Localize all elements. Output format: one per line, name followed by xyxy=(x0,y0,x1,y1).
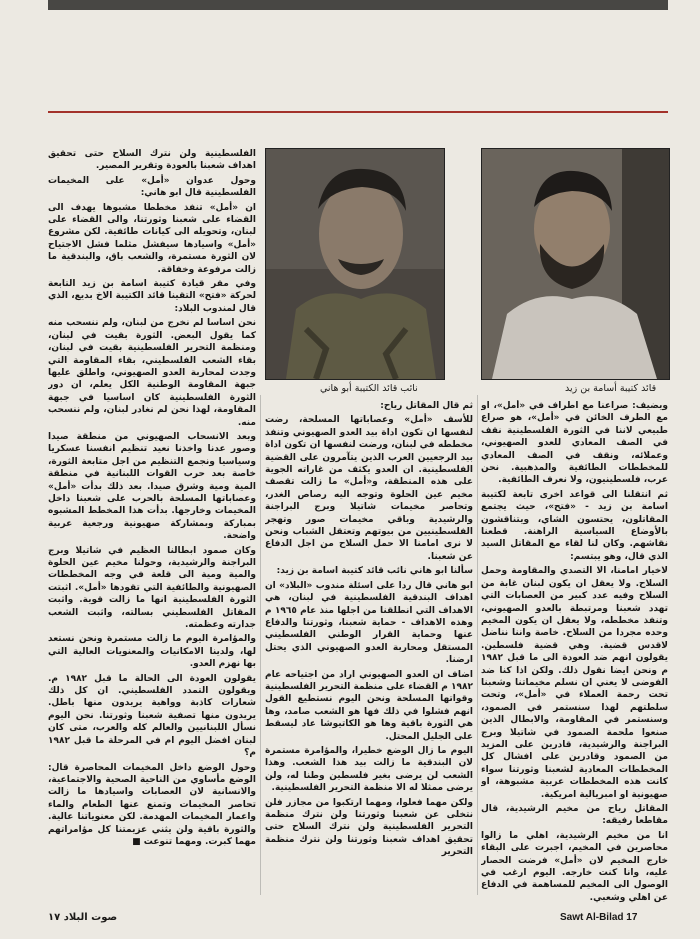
article-column-middle xyxy=(265,400,473,903)
right-para-2: ثم انتقلنا الى قواعد اخرى تابعة لكتيبة اسامة بن زيد - «فتح»، حيث يجتمع المقاتلون، يحتسون الشاي، ويتناقشون بالأوضاع السياسية الراهنة. قطعنا نقاشهم. وكان لنا لقاء مع المقاتل السيد الذي قال، وهو يبتسم: xyxy=(481,489,668,562)
portrait-commander-image xyxy=(482,149,669,379)
left-para-1: الفلسطينية ولن نترك السلاح حتى تحقيق اهداف شعبنا بالعودة وتقرير المصير. xyxy=(48,149,256,172)
folio-right-english: Sawt Al-Bilad 17 xyxy=(560,912,638,923)
right-para-3: لاخيار امامنا، الا التصدي والمقاومة وحمل السلاح. ولا يعقل ان يكون لبنان غابة من السلاح وفيه عدد كبير من العصابات التي تهدد شعبنا ومرتبطة بالعدو الصهيوني، وتنفذ مخططه، ولا يعقل ان يكون المخيم وحده مجردا من السلاح. خاصة واننا نناضل لاقدس قضية. وهي قضية فلسطين. يقولون انهم ضد العودة الى ما قبل ١٩٨٢ م ونحن ايضا نقول ذلك. ولكن اذا كنا ضد الفوضى لا يعني ان نسلم مخيماتنا وشعبنا تحت رحمة العملاء في «أمل»، وتحت سلطتهم لهذا سنستمر في الصمود، وسنستمر في المقاومة، والابطال الذين صنعوا ملحمة الصمود في شاتيلا وبرج البراجنة والرشيدية، قادرين على المزيد من الصمود وقادرين على افشال كل المخططات المعادية لشعبنا وثورتنا سواء كانت هذه المخططات عربية مشبوهة، او صهيونية او امبريالية امريكية. xyxy=(481,566,668,800)
top-crop-edge xyxy=(48,0,668,10)
middle-para-1: ثم قال المقاتل رياح: xyxy=(380,401,473,411)
middle-para-2: للأسف «أمل» وعصاباتها المسلحة، رضت لنفسها ان تكون اداة بيد العدو الصهيوني وتنفذ مخططه في لبنان، ورضت لنفسها ان تكون اداة بيد الرجعيين العرب الذين يتآمرون على القضية الفلسطينية. ان العدو يكثف من غاراته الجوية على هذه المنطقة، و«أمل» ما زالت تقصف مخيم عين الحلوة وتوجه اليه رصاص الغدر، وتحاصر مخيمات شاتيلا وبرج البراجنة والرشيدية وباقي مخيمات صور وتهجر الفلسطينيين من بيوتهم وتعتقل الشباب ونحن لا نرى امامنا الا حمل السلاح من اجل الدفاع عن شعبنا. xyxy=(265,415,473,562)
header-rule xyxy=(48,111,668,113)
photo-abu-hani xyxy=(265,148,445,380)
left-para-4: وفي مقر قيادة كتيبة اسامة بن زيد التابعة لحركة «فتح» التقينا قائد الكتيبة الاخ بديع، الذي قال لمندوب البلاد: xyxy=(48,279,256,314)
left-para-2: وحول عدوان «أمل» على المخيمات الفلسطينية قال ابو هاني: xyxy=(48,175,256,199)
middle-para-7: ولكن مهما فعلوا، ومهما ارتكبوا من مجازر فلن نتخلى عن شعبنا وثورتنا ولن نترك منظمة التحرير الفلسطينية ولن نترك السلاح حتى تحقيق اهداف شعبنا وثورتنا ولن نترك منظمة التحرير xyxy=(265,797,473,858)
right-para-5: انا من مخيم الرشيدية، اهلي ما زالوا محاصرين في المخيم، اجبرت على البقاء خارج المخيم لان «أمل» فرضت الحصار عليه، وانا كنت خارجه. اليوم ارغب في الوصول الى المخيم للمساهمة في الدفاع عن اهلي وشعبي. xyxy=(481,830,668,903)
left-para-7: وكان صمود ابطالنا العظيم في شاتيلا وبرج البراجنة والرشيدية، وحولنا مخيم عين الحلوة والمية ومية الى قلعة في وجه المخططات الصهيونية والطائفية التي تقودها «أمل». اثبتت الثورة الفلسطينية انها ما زالت قوية. واثبت المقاتل الفلسطيني بسالته، واثبت الشعب جدارته وعظمته. xyxy=(48,545,256,631)
right-para-1: ويضيف: صراعنا مع اطراف في «أمل»، او مع الطرف الخائن في «أمل»، هو صراع طبيعي لاننا في الثورة الفلسطينية نقف في الصف المعادي للعدو الصهيوني، وعملائه، ونقف في الصف المعادي للمخططات الطائفية والمذهبية. نحن عرب، فلسطينيون، ولا نعرف الطائفية. xyxy=(481,401,668,486)
middle-para-4: ابو هاني قال ردا على اسئلة مندوب «البلاد» ان اهداف البندقية الفلسطينية في لبنان، هي الاهداف التي انطلقنا من اجلها منذ عام ١٩٦٥ م وهذه الاهداف - حماية شعبنا، وثورتنا والدفاع عنها وحماية القرار الوطني الفلسطيني المستقل ومحاربة العدو الصهيوني الذي يحتل ارضنا. xyxy=(265,580,473,666)
middle-para-6: اليوم ما زال الوضع خطيرا، والمؤامرة مستمرة لان البندقية ما زالت بيد هذا الشعب. وهذا الشعب لن يرضى بغير فلسطين وطنا له، ولن يرضى ممثلا له الا منظمة التحرير الفلسطينية. xyxy=(265,745,473,794)
column-divider-2 xyxy=(477,395,478,895)
left-para-3: ان «أمل» تنفذ مخططا مشبوها يهدف الى القضاء على شعبنا وثورتنا، والى القضاء على لبنان، وتحويله الى كيانات طائفية. لكن مشروع «أمل» واسيادها سيفشل مثلما فشل الاجتياح لان الثورة مستمرة، والشعب باق، والبندقية ما زالت مرفوعة وخفاقة. xyxy=(48,202,256,275)
photo-commander xyxy=(481,148,670,380)
caption-commander: قائد كتيبة أسامة بن زيد xyxy=(565,383,657,394)
article-column-left xyxy=(48,148,256,903)
portrait-abu-hani-image xyxy=(266,149,444,379)
folio-left-arabic: صوت البلاد ١٧ xyxy=(48,912,118,923)
left-para-6: وبعد الانسحاب الصهيوني من منطقة صيدا وصور عدنا واخذنا نعيد تنظيم انفسنا عسكريا وسياسيا ونجمع التنظيم من اجل متابعة الثورة، خاصة بعد حرب القوات اللبنانية في منطقة المية ومية وشرق صيدا. بعد ذلك بدأت «أمل» وعصاباتها المسلحة بالحرب على شعبنا داخل المخيمات وخارجها. بدأت هذا المخطط المشبوه بمباركة وبمشاركة صهيونية ورجعية عربية واضحة. xyxy=(48,431,256,542)
column-divider-1 xyxy=(260,395,261,895)
caption-abu-hani: نائب قائد الكتيبة أبو هاني xyxy=(320,383,418,394)
left-para-8: والمؤامرة اليوم ما زالت مستمرة ونحن نستعد لها، ولدينا الامكانيات والمعنويات العالية التي بها نهزم العدو. xyxy=(48,634,256,670)
article-column-right xyxy=(481,400,668,903)
right-para-4: المقاتل رياح من مخيم الرشيدية، قال مقاطعا رفيقه: xyxy=(481,804,668,827)
middle-para-3: سألنا ابو هاني نائب قائد كتيبة اسامة بن زيد: xyxy=(276,566,473,577)
left-para-10: وحول الوضع داخل المخيمات المحاصرة قال: الوضع مأساوي من الناحية الصحية والاجتماعية، والانسانية لان العصابات واسيادها ما زالت تحاصر المخيمات وتمنع عنها الطعام والماء واعمار المخيمات المهدمة. لكن معنوياتنا عالية. والثورة باقية ولن يثني عزيمتنا كل مؤامراتهم مهما كبرت. ومهما تنوعت ■ xyxy=(48,762,256,847)
left-para-5: نحن اساسا لم نخرج من لبنان، ولم ننسحب منه كما يقول البعض. الثورة بقيت في لبنان، ومنظمة التحرير الفلسطينية بقيت في لبنان، بقاء الشعب الفلسطيني، بقاء المقاومة التي وجدت لمحاربة العدو الصهيوني، واطلق عليها جبهة المقاومة الوطنية الكل يعلم، ان دور الثورة الفلسطينية كان اساسيا في جبهة المقاومة، لهذا نحن لم نغادر لبنان، ولم ننسحب منه. xyxy=(48,318,256,428)
left-para-9: يقولون العودة الى الحالة ما قبل ١٩٨٢ م. ويقولون التمدد الفلسطيني. ان كل ذلك شعارات كاذبة وواهية يريدون منها باطل. يريدون منها تصفية شعبنا وثورتنا. نحن اليوم نسأل اللبنانيين والعالم كله والعرب، متى كان لبنان افضل اليوم ام في المرحلة ما قبل ١٩٨٢ م؟ xyxy=(48,673,256,759)
middle-para-5: اضاف ان العدو الصهيوني اراد من اجتياحه عام ١٩٨٢ م القضاء على منظمة التحرير الفلسطينية وقواتها المسلحة ونحن اليوم نستطيع القول انهم فشلوا في ذلك فها هو الشعب صامد، وها هي الثورة باقية وها هو الكاتيوشا عاد ليسقط على الجليل المحتل. xyxy=(265,669,473,742)
